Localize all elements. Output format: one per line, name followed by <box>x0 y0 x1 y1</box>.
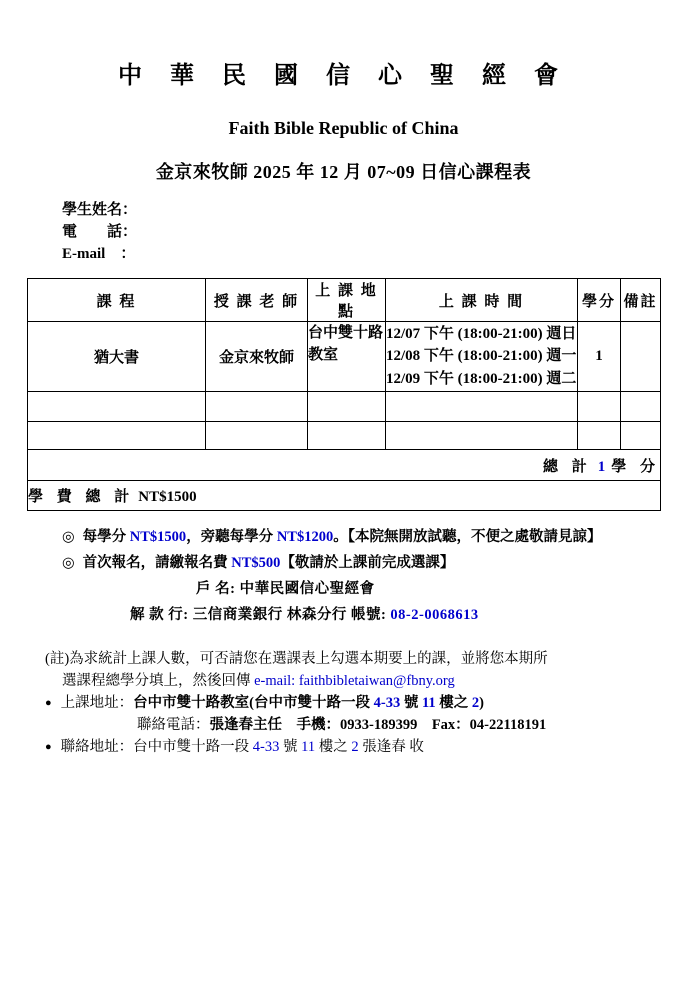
empty-cell <box>206 422 308 450</box>
class-address-text: 號 <box>400 695 422 711</box>
account-name-line: 戶 名: 中華民國信心聖經會 <box>196 581 375 597</box>
registration-fee-note <box>62 550 687 576</box>
empty-cell <box>578 422 621 450</box>
contact-address-text: 樓之 <box>315 739 352 755</box>
class-address-text: ) <box>479 695 484 711</box>
credits-cell: 1 <box>578 322 621 392</box>
bank-label: 解 款 行: 三信商業銀行 林森分行 帳號: <box>130 607 391 623</box>
page-title-english: Faith Bible Republic of China <box>228 118 459 138</box>
contact-phone-label: 聯絡電話： <box>137 717 210 733</box>
total-credits-cell <box>28 450 661 481</box>
phone-label: 電 話： <box>62 224 138 240</box>
class-address-text: 台中市雙十路教室(台中市雙十路一段 <box>133 695 374 711</box>
dot-bullet-icon: ● <box>45 697 52 709</box>
empty-cell <box>386 422 578 450</box>
class-address-text: 樓之 <box>435 695 472 711</box>
class-address-line <box>45 692 687 714</box>
floor-number: 11 <box>301 739 316 755</box>
empty-cell <box>308 392 386 422</box>
class-time-line: 12/08 下午 (18:00-21:00) 週一 <box>386 348 577 365</box>
note-text: 每學分 <box>82 529 130 545</box>
empty-table-row <box>28 422 661 450</box>
class-times-cell <box>386 322 578 392</box>
street-number: 4-33 <box>373 695 401 711</box>
empty-cell <box>386 392 578 422</box>
class-address-label: 上課地址： <box>60 695 134 711</box>
contact-address-line <box>45 736 687 758</box>
tuition-total-label: 學 費 總 計 <box>28 489 135 505</box>
unit-number: 2 <box>471 695 480 711</box>
column-header-location: 上 課 地 點 <box>308 279 386 322</box>
account-number: 08-2-0068613 <box>390 607 479 623</box>
email-label: E-mail ： <box>62 246 136 262</box>
circle-bullet-icon: ◎ <box>62 555 75 571</box>
total-label: 總 計 <box>542 458 592 475</box>
remark-line-2 <box>62 670 687 692</box>
registration-fee: NT$500 <box>231 555 281 571</box>
tuition-total-amount: NT$1500 <box>138 489 197 505</box>
bank-info-line <box>130 602 687 628</box>
empty-cell <box>206 392 308 422</box>
contact-address-text: 張逢春 收 <box>358 739 424 755</box>
note-text: 。【本院無開放試聽，不便之處敬請見諒】 <box>333 529 602 545</box>
note-text: ，旁聽每學分 <box>186 529 277 545</box>
contact-address-text: 號 <box>279 739 302 755</box>
empty-cell <box>578 392 621 422</box>
empty-cell <box>621 422 661 450</box>
street-number: 4-33 <box>252 739 280 755</box>
empty-cell <box>28 392 206 422</box>
empty-cell <box>621 392 661 422</box>
total-credits-row <box>28 450 661 481</box>
credit-fee-note <box>62 524 687 550</box>
student-info-form <box>62 199 687 265</box>
dot-bullet-icon: ● <box>45 741 52 753</box>
note-text: 首次報名，請繳報名費 <box>82 555 232 571</box>
empty-cell <box>308 422 386 450</box>
course-name-cell: 猶大書 <box>28 322 206 392</box>
contact-phone-detail: 張逢春主任 手機：0933-189399 Fax：04-22118191 <box>209 717 547 733</box>
circle-bullet-icon: ◎ <box>62 529 75 545</box>
table-header-row <box>28 279 661 322</box>
tuition-total-row <box>28 481 661 511</box>
column-header-course: 課 程 <box>28 279 206 322</box>
location-cell: 台中雙十路教室 <box>308 322 386 392</box>
contact-phone-line <box>137 714 687 736</box>
empty-cell <box>28 422 206 450</box>
total-credits-value: 1 <box>597 458 606 475</box>
contact-address-text: 聯絡地址：台中市雙十路一段 <box>60 739 253 755</box>
column-header-time: 上 課 時 間 <box>386 279 578 322</box>
class-time-line: 12/09 下午 (18:00-21:00) 週二 <box>386 370 577 387</box>
class-time-line: 12/07 下午 (18:00-21:00) 週日 <box>386 325 577 342</box>
credit-price: NT$1500 <box>129 529 187 545</box>
table-row <box>28 322 661 392</box>
remark-cell <box>621 322 661 392</box>
audit-price: NT$1200 <box>276 529 334 545</box>
empty-table-row <box>28 392 661 422</box>
page-title-chinese: 中 華 民 國 信 心 聖 經 會 <box>118 63 569 89</box>
notes-section <box>0 524 687 758</box>
note-text: 【敬請於上課前完成選課】 <box>280 555 455 571</box>
column-header-teacher: 授 課 老 師 <box>206 279 308 322</box>
remark-block <box>0 648 687 758</box>
student-name-label: 學生姓名： <box>62 202 138 218</box>
course-table <box>27 278 661 511</box>
column-header-remark: 備註 <box>621 279 661 322</box>
teacher-name-cell: 金京來牧師 <box>206 322 308 392</box>
remark-text: 選課程總學分填上，然後回傳 <box>62 673 255 689</box>
unit-number: 2 <box>351 739 359 755</box>
reply-email: e-mail: faithbibletaiwan@fbny.org <box>254 673 455 689</box>
remark-line-1: (註)為求統計上課人數，可否請您在選課表上勾選本期要上的課，並將您本期所 <box>45 651 548 667</box>
total-unit-label: 學 分 <box>611 458 660 475</box>
column-header-credits: 學分 <box>578 279 621 322</box>
tuition-total-cell <box>28 481 661 511</box>
course-schedule-title: 金京來牧師 2025 年 12 月 07~09 日信心課程表 <box>155 162 532 182</box>
floor-number: 11 <box>421 695 436 711</box>
